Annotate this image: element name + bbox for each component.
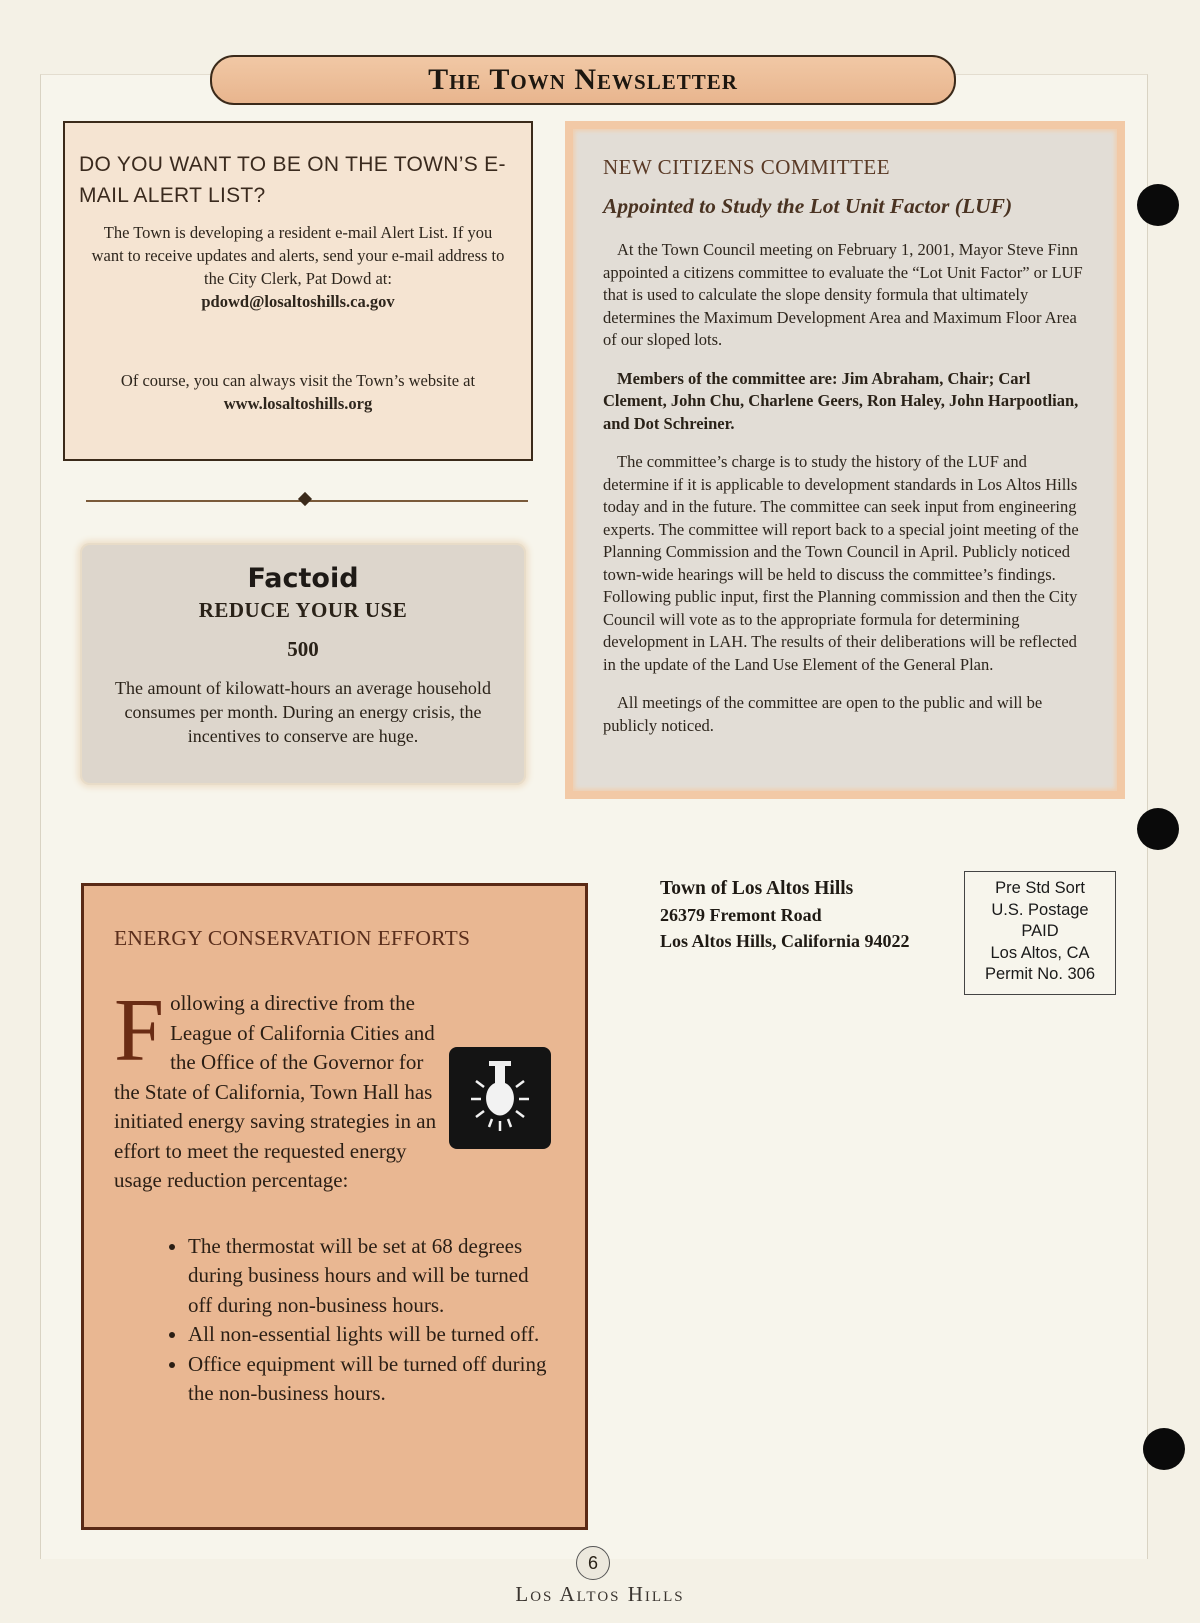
binder-hole-middle [1137, 808, 1179, 850]
energy-lead-text: ollowing a directive from the League of California Cities and the Office of the Governor for the State of California, Town Hall has initiated energy saving strategies in an effort to meet the requested energy usage reduction percentage: [114, 991, 437, 1192]
footer-title: Los Altos Hills [515, 1582, 685, 1606]
citizens-paragraph-3: All meetings of the committee are open to the public and will be publicly noticed. [603, 693, 1043, 735]
binder-hole-bottom [1143, 1428, 1185, 1470]
postage-line: U.S. Postage [991, 900, 1089, 919]
binder-hole-top [1137, 184, 1179, 226]
return-address [660, 876, 910, 954]
masthead-title: The Town Newsletter [210, 55, 956, 105]
page-number: 6 [576, 1546, 610, 1580]
factoid-subtitle: REDUCE YOUR USE [198, 598, 408, 622]
light-bulb-icon [449, 1047, 551, 1149]
email-alert-body [87, 221, 509, 415]
citizens-title: NEW CITIZENS COMMITTEE [603, 155, 891, 179]
energy-bullet-list [114, 1232, 555, 1409]
list-item: • All non-essential lights will be turned off. [188, 1320, 555, 1350]
postage-line: PAID [1021, 922, 1059, 940]
citizens-members: Members of the committee are: Jim Abraham, Chair; Carl Clement, John Chu, Charlene Geers, Ron Haley, John Harpootlian, and Dot Schreiner. [603, 368, 1079, 433]
energy-conservation-box [81, 883, 588, 1530]
energy-title: ENERGY CONSERVATION EFFORTS [114, 926, 471, 950]
citizens-committee-box [565, 121, 1125, 799]
postage-line: Pre Std Sort [995, 879, 1085, 897]
postage-line: Permit No. 306 [984, 965, 1096, 983]
factoid-number: 500 [287, 637, 319, 661]
website-text: Of course, you can always visit the Town’s website at [120, 371, 476, 390]
email-address-link[interactable]: pdowd@losaltoshills.ca.gov [201, 292, 395, 311]
email-alert-text: The Town is developing a resident e-mail Alert List. If you want to receive updates and alerts, send your e-mail address to the City Clerk, Pat Dowd at: [91, 223, 505, 288]
factoid-text: The amount of kilowatt-hours an average household consumes per month. During an energy crisis, the incentives to conserve are huge. [115, 678, 491, 746]
energy-lead-paragraph [114, 981, 555, 1196]
postage-line: Los Altos, CA [990, 943, 1090, 962]
citizens-paragraph-2: The committee’s charge is to study the history of the LUF and determine if it is applicable to development standards in Los Altos Hills today and in the future. The committee can seek input from engineering experts. The committee will report back to a special joint meeting of the Planning Commission and the Town Council in April. Publicly noticed town-wide hearings will be held to discuss the committee’s findings. Following public input, first the Planning commission and then the City Council will vote as to the appropriate formula for determining development in LAH. The results of their deliberations will be reflected in the update of the Land Use Element of the General Plan. [603, 452, 1079, 674]
postage-indicia [964, 871, 1116, 995]
list-item: • The thermostat will be set at 68 degrees during business hours and will be turned off during non-business hours. [188, 1232, 555, 1321]
address-name: Town of Los Altos Hills [660, 878, 854, 899]
email-alert-title: DO YOU WANT TO BE ON THE TOWN’S E-MAIL ALERT LIST? [79, 153, 506, 207]
email-alert-box [63, 121, 533, 461]
factoid-box [80, 543, 526, 785]
energy-dropcap: F [114, 981, 165, 1080]
website-link[interactable]: www.losaltoshills.org [223, 394, 373, 413]
list-item: • Office equipment will be turned off during the non-business hours. [188, 1350, 555, 1409]
citizens-subtitle: Appointed to Study the Lot Unit Factor (LUF) [603, 194, 1013, 218]
address-city: Los Altos Hills, California 94022 [660, 931, 910, 951]
address-street: 26379 Fremont Road [660, 905, 822, 925]
citizens-paragraph-1: At the Town Council meeting on February 1, 2001, Mayor Steve Finn appointed a citizens committee to evaluate the “Lot Unit Factor” or LUF that is used to calculate the slope density formula that ultimately determines the Maximum Development Area and Maximum Floor Area of our sloped lots. [603, 240, 1083, 349]
factoid-title: Factoid [247, 563, 359, 594]
